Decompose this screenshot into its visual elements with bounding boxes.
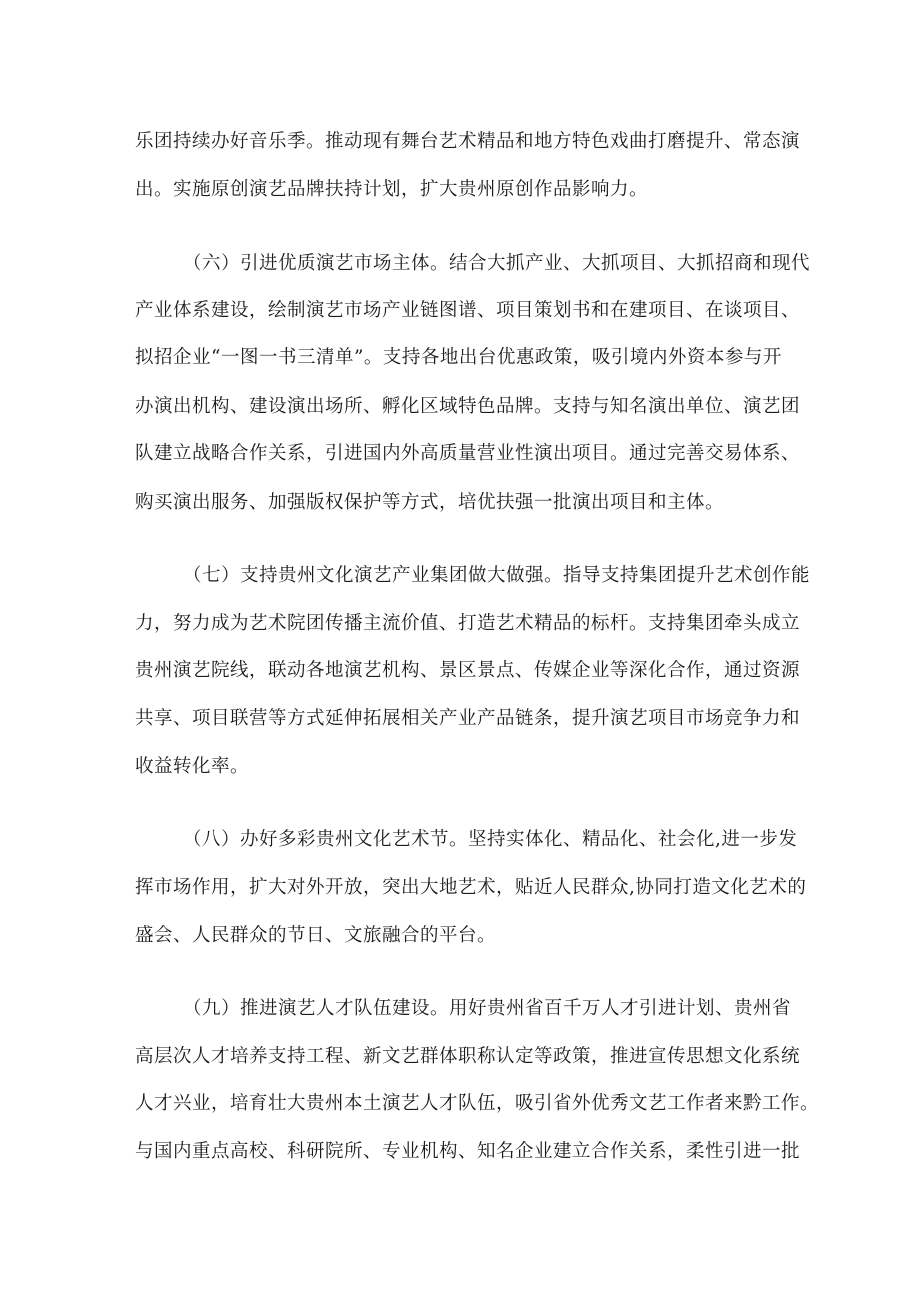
paragraph-9-line-2: 高层次人才培养支持工程、新文艺群体职称认定等政策，推进宣传思想文化系统 xyxy=(135,1046,801,1067)
paragraph-6-line-1: （六）引进优质演艺市场主体。结合大抓产业、大抓项目、大抓招商和现代 xyxy=(183,253,811,274)
paragraph-6-line-2: 产业体系建设，绘制演艺市场产业链图谱、项目策划书和在建项目、在谈项目、 xyxy=(135,300,801,321)
paragraph-6-line-6: 购买演出服务、加强版权保护等方式，培优扶强一批演出项目和主体。 xyxy=(135,492,725,513)
paragraph-continuation-line-2: 出。实施原创演艺品牌扶持计划，扩大贵州原创作品影响力。 xyxy=(135,179,649,200)
paragraph-8-line-1: （八）办好多彩贵州文化艺术节。坚持实体化、精品化、社会化,进一步发 xyxy=(183,829,798,850)
paragraph-8-line-2: 挥市场作用，扩大对外开放，突出大地艺术，贴近人民群众,协同打造文化艺术的 xyxy=(135,877,807,898)
paragraph-7-line-2: 力，努力成为艺术院团传播主流价值、打造艺术精品的标杆。支持集团牵头成立 xyxy=(135,613,801,634)
paragraph-7-line-5: 收益转化率。 xyxy=(135,756,250,777)
paragraph-continuation-line-1: 乐团持续办好音乐季。推动现有舞台艺术精品和地方特色戏曲打磨提升、常态演 xyxy=(135,131,801,152)
paragraph-7-line-3: 贵州演艺院线，联动各地演艺机构、景区景点、传媒企业等深化合作，通过资源 xyxy=(135,660,801,681)
paragraph-7-line-4: 共享、项目联营等方式延伸拓展相关产业产品链条，提升演艺项目市场竞争力和 xyxy=(135,708,801,729)
paragraph-9-line-1: （九）推进演艺人才队伍建设。用好贵州省百千万人才引进计划、贵州省 xyxy=(183,998,792,1019)
paragraph-7-line-1: （七）支持贵州文化演艺产业集团做大做强。指导支持集团提升艺术创作能 xyxy=(183,565,811,586)
paragraph-6-line-3: 拟招企业“一图一书三清单”。支持各地出台优惠政策，吸引境内外资本参与开 xyxy=(135,347,782,368)
paragraph-6-line-5: 队建立战略合作关系，引进国内外高质量营业性演出项目。通过完善交易体系、 xyxy=(135,443,801,464)
paragraph-9-line-4: 与国内重点高校、科研院所、专业机构、知名企业建立合作关系，柔性引进一批 xyxy=(135,1141,801,1162)
paragraph-9-line-3: 人才兴业，培育壮大贵州本土演艺人才队伍，吸引省外优秀文艺工作者来黔工作。 xyxy=(135,1093,820,1114)
paragraph-8-line-3: 盛会、人民群众的节日、文旅融合的平台。 xyxy=(135,925,497,946)
paragraph-6-line-4: 办演出机构、建设演出场所、孵化区域特色品牌。支持与知名演出单位、演艺团 xyxy=(135,396,801,417)
